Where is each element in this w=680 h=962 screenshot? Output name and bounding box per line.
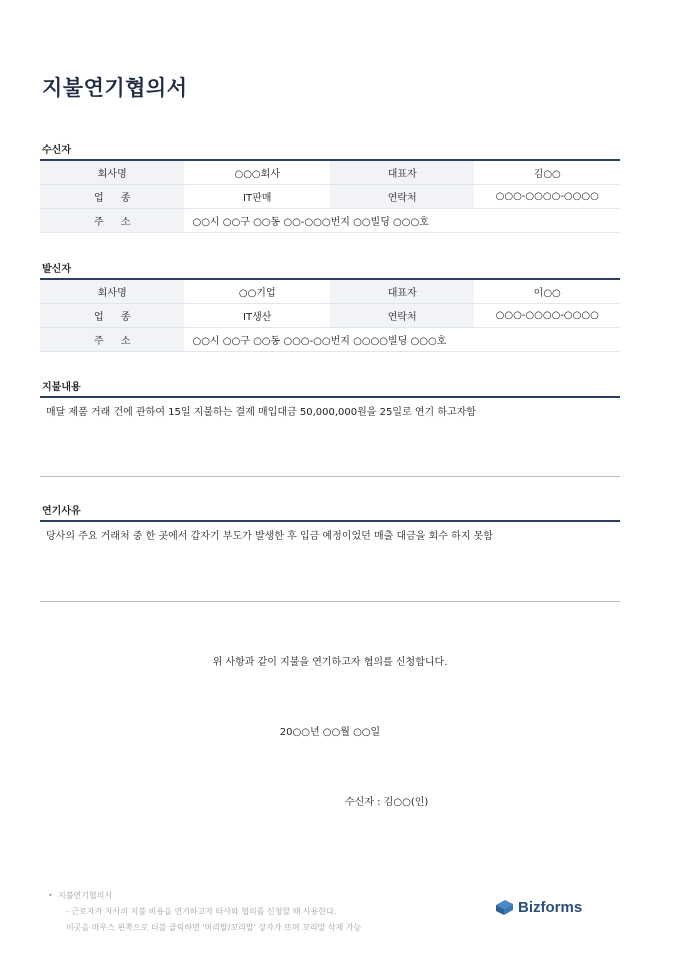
payment-text: 매달 제품 거래 건에 관하여 15일 지불하는 결제 매입대금 50,000,000원을 25일로 연기 하고자함 <box>46 407 476 418</box>
contact-label: 연락처 <box>330 185 474 209</box>
document-title: 지불연기협의서 <box>42 76 188 100</box>
contact-value: ○○○-○○○○-○○○○ <box>474 304 620 328</box>
receiver-table <box>40 159 620 233</box>
rep-value: 김○○ <box>474 160 620 185</box>
company-label: 회사명 <box>40 279 184 304</box>
table-row <box>40 209 620 233</box>
business-value: IT생산 <box>184 304 330 328</box>
footer-doc-name: 지불연기협의서 <box>58 891 113 900</box>
table-row <box>40 185 620 209</box>
table-row <box>40 328 620 352</box>
closing-statement: 위 사항과 같이 지불을 연기하고자 협의를 신청합니다. <box>212 657 448 668</box>
address-label: 주 소 <box>40 328 184 352</box>
business-label: 업 종 <box>40 185 184 209</box>
company-label: 회사명 <box>40 160 184 185</box>
building-icon <box>495 899 514 916</box>
business-label: 업 종 <box>40 304 184 328</box>
date: 20○○년 ○○월 ○○일 <box>279 727 381 738</box>
company-value: ○○기업 <box>184 279 330 304</box>
payment-box <box>40 396 620 477</box>
address-value: ○○시 ○○구 ○○동 ○○○-○○번지 ○○○○빌딩 ○○○호 <box>184 328 620 352</box>
signature: 수신자 : 김○○(인) <box>345 797 429 808</box>
address-value: ○○시 ○○구 ○○동 ○○-○○○번지 ○○빌딩 ○○○호 <box>184 209 620 233</box>
table-row <box>40 304 620 328</box>
rep-value: 이○○ <box>474 279 620 304</box>
contact-label: 연락처 <box>330 304 474 328</box>
address-label: 주 소 <box>40 209 184 233</box>
sender-table <box>40 278 620 352</box>
table-row <box>40 279 620 304</box>
business-value: IT판매 <box>184 185 330 209</box>
reason-section-label: 연기사유 <box>42 506 81 517</box>
contact-value: ○○○-○○○○-○○○○ <box>474 185 620 209</box>
brand-name: Bizforms <box>518 899 583 916</box>
bizforms-logo <box>495 899 582 916</box>
rep-label: 대표자 <box>330 160 474 185</box>
company-value: ○○○회사 <box>184 160 330 185</box>
reason-text: 당사의 주요 거래처 중 한 곳에서 갑자기 부도가 발생한 후 입금 예정이었던 매출 대금을 회수 하지 못함 <box>46 531 493 542</box>
reason-box <box>40 520 620 602</box>
footer-line-2: 이곳을 마우스 왼쪽으로 더블 클릭하면 '머리말/꼬리말' 상자가 뜨며 꼬리말 삭제 가능 <box>66 923 362 932</box>
footer-note[interactable] <box>48 888 361 936</box>
sender-section-label: 발신자 <box>42 264 71 275</box>
bullet-icon: • <box>48 891 53 900</box>
payment-section-label: 지불내용 <box>42 382 81 393</box>
table-row <box>40 160 620 185</box>
footer-line-1: - 근로자가 자사의 지불 비용을 연기하고자 타사와 협의를 신청할 때 사용한다. <box>66 907 337 916</box>
rep-label: 대표자 <box>330 279 474 304</box>
receiver-section-label: 수신자 <box>42 145 71 156</box>
